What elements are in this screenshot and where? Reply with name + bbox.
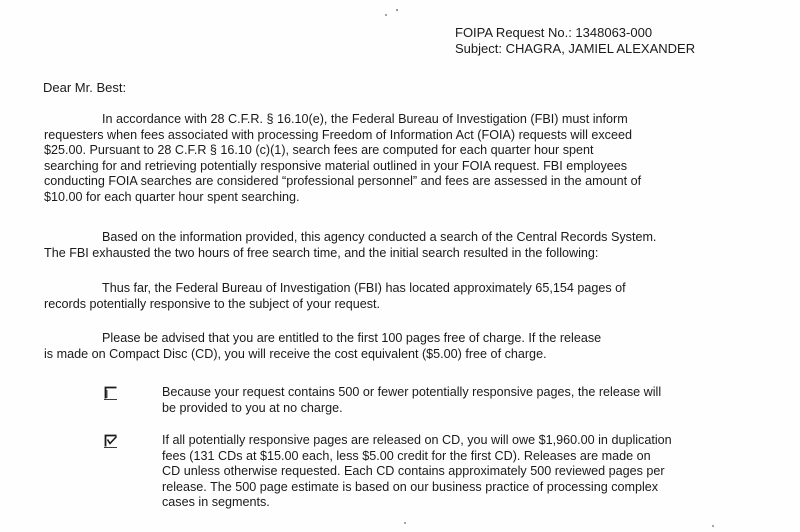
paragraph-line: is made on Compact Disc (CD), you will receive the cost equivalent ($5.00) free of charge. (44, 346, 547, 361)
paragraph-line: $10.00 for each quarter hour spent searching. (44, 189, 300, 204)
paragraph-line: searching for and retrieving potentially responsive material outlined in your FOIA request. FBI employees (44, 158, 628, 173)
paragraph-page-count (44, 281, 764, 312)
option-line: release. The 500 page estimate is based on our business practice of processing complex (162, 479, 659, 494)
paragraph-line: records potentially responsive to the subject of your request. (44, 296, 381, 311)
paragraph-line: In accordance with 28 C.F.R. § 16.10(e), the Federal Bureau of Investigation (FBI) must inform (102, 112, 628, 126)
paragraph-fee-notice (44, 112, 764, 206)
option-line: cases in segments. (162, 495, 270, 510)
scan-speck (385, 14, 387, 16)
unchecked-checkbox-icon (104, 386, 118, 400)
option-line: Because your request contains 500 or fewer potentially responsive pages, the release will (162, 385, 662, 399)
paragraph-line: conducting FOIA searches are considered “professional personnel” and fees are assessed in the amount of (44, 174, 642, 189)
paragraph-line: The FBI exhausted the two hours of free search time, and the initial search resulted in the following: (44, 245, 599, 260)
paragraph-line: Thus far, the Federal Bureau of Investigation (FBI) has located approximately 65,154 pages of (102, 281, 626, 295)
checked-checkbox-icon (104, 434, 118, 448)
option-line: CD unless otherwise requested. Each CD contains approximately 500 reviewed pages per (162, 464, 665, 479)
request-header (455, 25, 695, 57)
salutation: Dear Mr. Best: (43, 80, 127, 95)
request-subject: Subject: CHAGRA, JAMIEL ALEXANDER (455, 41, 696, 56)
option-line: fees (131 CDs at $15.00 each, less $5.00 credit for the first CD). Releases are made on (162, 448, 651, 463)
paragraph-line: Please be advised that you are entitled to the first 100 pages free of charge. If the release (102, 331, 602, 345)
scan-speck (396, 9, 398, 11)
scan-speck (404, 522, 406, 524)
option-line: be provided to you at no charge. (162, 400, 343, 415)
scan-speck (712, 525, 714, 527)
paragraph-free-pages (44, 331, 764, 362)
paragraph-line: $25.00. Pursuant to 28 C.F.R § 16.10 (c)(1), search fees are computed for each quarter hour spent (44, 143, 594, 158)
request-number: FOIPA Request No.: 1348063-000 (455, 25, 653, 40)
paragraph-search-result (44, 230, 764, 261)
paragraph-line: requesters when fees associated with processing Freedom of Information Act (FOIA) requests will exceed (44, 127, 632, 142)
option-line: If all potentially responsive pages are released on CD, you will owe $1,960.00 in duplication (162, 433, 672, 447)
paragraph-line: Based on the information provided, this agency conducted a search of the Central Records System. (102, 230, 657, 244)
